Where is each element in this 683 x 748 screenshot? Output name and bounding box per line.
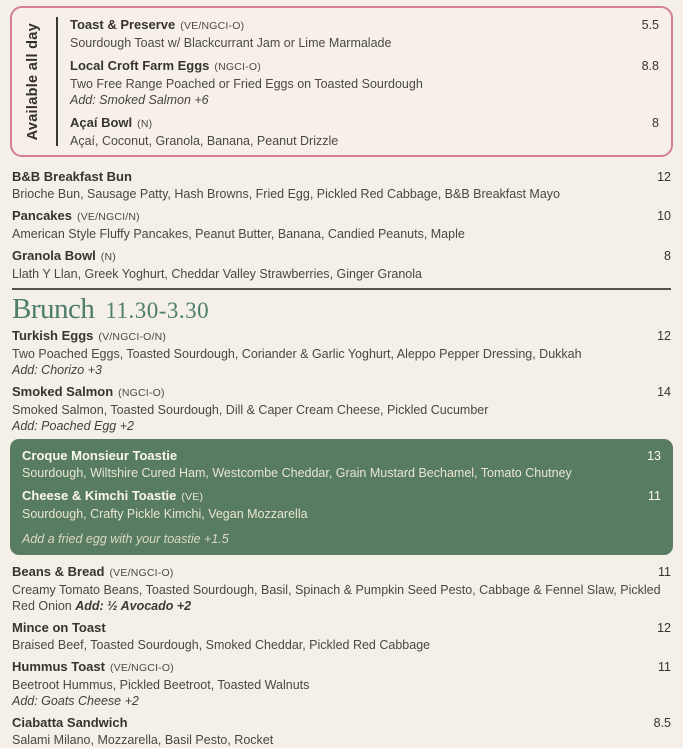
menu-item-name: Ciabatta Sandwich [12,715,128,730]
menu-item-addon: Add: Smoked Salmon +6 [70,93,209,107]
menu-item-header [22,447,661,465]
brunch-section-hours: 11.30-3.30 [105,298,210,323]
brunch-section-title: Brunch [12,293,95,325]
menu-item-title [22,487,203,506]
menu-item-dietary-tags: (VE/NGCI-O) [109,662,174,674]
menu-item [12,327,671,378]
menu-item-addon: Add: Poached Egg +2 [12,419,134,433]
menu-item-price: 11 [648,489,661,503]
menu-item-dietary-tags: (V/NGCI-O/N) [98,331,167,343]
menu-item-title [12,714,128,731]
menu-item-name: Pancakes [12,208,72,223]
menu-item-name: Granola Bowl [12,248,96,263]
toastie-addon-note: Add a fried egg with your toastie +1.5 [22,532,229,546]
available-all-day-box [10,6,673,157]
menu-item-header [70,16,659,35]
menu-item-name: Croque Monsieur Toastie [22,448,178,463]
menu-item-name: Cheese & Kimchi Toastie [22,488,177,503]
menu-item-description: Two Poached Eggs, Toasted Sourdough, Coriander & Garlic Yoghurt, Aleppo Pepper Dressing, Dukkah [12,347,582,361]
menu-item-price: 11 [658,660,671,674]
menu-item [12,168,671,202]
menu-item [70,16,659,51]
menu-item-price: 12 [657,329,671,343]
menu-item-addon-inline: Add: ½ Avocado +2 [75,599,192,613]
menu-item-description: Brioche Bun, Sausage Patty, Hash Browns, Fried Egg, Pickled Red Cabbage, B&B Breakfast Mayo [12,187,560,201]
menu-item-header [12,247,671,266]
menu-item-addon: Add: Chorizo +3 [12,363,102,377]
menu-item-description: Llath Y Llan, Greek Yoghurt, Cheddar Valley Strawberries, Ginger Granola [12,267,422,281]
menu-item-header [12,168,671,186]
menu-item-name: B&B Breakfast Bun [12,169,132,184]
menu-item-price: 12 [657,621,671,635]
vertical-divider [56,17,58,146]
menu-item-name: Smoked Salmon [12,384,114,399]
menu-item-description: Creamy Tomato Beans, Toasted Sourdough, Basil, Spinach & Pumpkin Seed Pesto, Cabbage & Fennel Slaw, Pickled Red Onion Add: ½ Avocado +2 [12,583,661,613]
menu-item-name: Açaí Bowl [70,115,133,130]
menu-item-description: Açaí, Coconut, Granola, Banana, Peanut Drizzle [70,134,339,148]
menu-item [12,563,671,614]
menu-item-header [12,327,671,346]
menu-item-price: 8 [664,249,671,263]
menu-item [12,383,671,434]
menu-item [12,247,671,282]
menu-item-description: Sourdough, Crafty Pickle Kimchi, Vegan Mozzarella [22,507,308,521]
menu-item-header [12,383,671,402]
menu-item-name: Hummus Toast [12,659,105,674]
brunch-section-header [12,294,671,324]
menu-item-dietary-tags: (VE) [181,491,204,503]
menu-item-name: Turkish Eggs [12,328,94,343]
menu-item-dietary-tags: (NGCI-O) [214,61,261,73]
menu-item [12,207,671,242]
menu-item-title [12,619,106,636]
available-all-day-label-column [12,14,54,149]
menu-item-price: 8 [652,116,659,130]
menu-item-price: 8.5 [653,716,671,730]
menu-item-title [12,383,165,402]
menu-item-addon: Add: Goats Cheese +2 [12,694,139,708]
brunch-items-list [10,327,673,434]
menu-item-title [12,563,174,582]
menu-item-price: 13 [647,449,661,463]
menu-item-dietary-tags: (VE/NGCI/N) [77,211,140,223]
menu-item-description: Braised Beef, Toasted Sourdough, Smoked Cheddar, Pickled Red Cabbage [12,638,431,652]
breakfast-items-list [10,166,673,282]
menu-item-name: Mince on Toast [12,620,106,635]
menu-item-description: Smoked Salmon, Toasted Sourdough, Dill & Caper Cream Cheese, Pickled Cucumber [12,403,489,417]
menu-item-description: Sourdough Toast w/ Blackcurrant Jam or Lime Marmalade [70,36,392,50]
menu-item-name: Beans & Bread [12,564,105,579]
menu-item-price: 10 [657,209,671,223]
menu-item-dietary-tags: (VE/NGCI-O) [109,567,174,579]
menu-item-description: American Style Fluffy Pancakes, Peanut Butter, Banana, Candied Peanuts, Maple [12,227,465,241]
menu-item-dietary-tags: (N) [100,251,116,263]
menu-item-price: 12 [657,170,671,184]
menu-item-header [70,57,659,76]
available-all-day-items [70,14,659,149]
menu-item-header [12,658,671,677]
menu-item-description: Sourdough, Wiltshire Cured Ham, Westcombe Cheddar, Grain Mustard Bechamel, Tomato Chutney [22,466,572,480]
menu-item [70,57,659,108]
menu-item-price: 5.5 [641,18,659,32]
menu-item-header [12,619,671,637]
menu-item [12,658,671,709]
toastie-items-list [22,447,661,522]
menu-item-header [12,563,671,582]
menu-item-title [12,327,166,346]
menu-item-header [12,714,671,732]
menu-item-price: 8.8 [641,59,659,73]
menu-item-name: Local Croft Farm Eggs [70,58,210,73]
menu-item-title [12,207,140,226]
menu-item-dietary-tags: (VE/NGCI-O) [180,20,245,32]
menu-item-price: 14 [657,385,671,399]
menu-item-header [70,114,659,133]
menu-item-description: Two Free Range Poached or Fried Eggs on Toasted Sourdough [70,77,423,91]
menu-item-name: Toast & Preserve [70,17,176,32]
menu-item-title [12,658,174,677]
menu-item-description: Salami Milano, Mozzarella, Basil Pesto, Rocket [12,733,274,747]
menu-item-title [12,247,116,266]
menu-item-description: Beetroot Hummus, Pickled Beetroot, Toasted Walnuts [12,678,310,692]
menu-item [22,487,661,522]
toastie-highlight-box [10,439,673,555]
menu-item-title [70,57,261,76]
brunch-items-list-continued [10,563,673,748]
menu-item-dietary-tags: (N) [137,118,153,130]
menu-item-header [22,487,661,506]
menu-item-title [70,16,244,35]
menu-item-price: 11 [658,565,671,579]
section-divider [12,288,671,290]
available-all-day-label: Available all day [25,22,41,141]
menu-item-title [22,447,177,464]
menu-item-dietary-tags: (NGCI-O) [118,387,165,399]
menu-item [70,114,659,149]
menu-item-header [12,207,671,226]
menu-item [12,714,671,748]
menu-item-title [12,168,132,185]
menu-item [12,619,671,653]
menu-item-title [70,114,152,133]
menu-item [22,447,661,481]
